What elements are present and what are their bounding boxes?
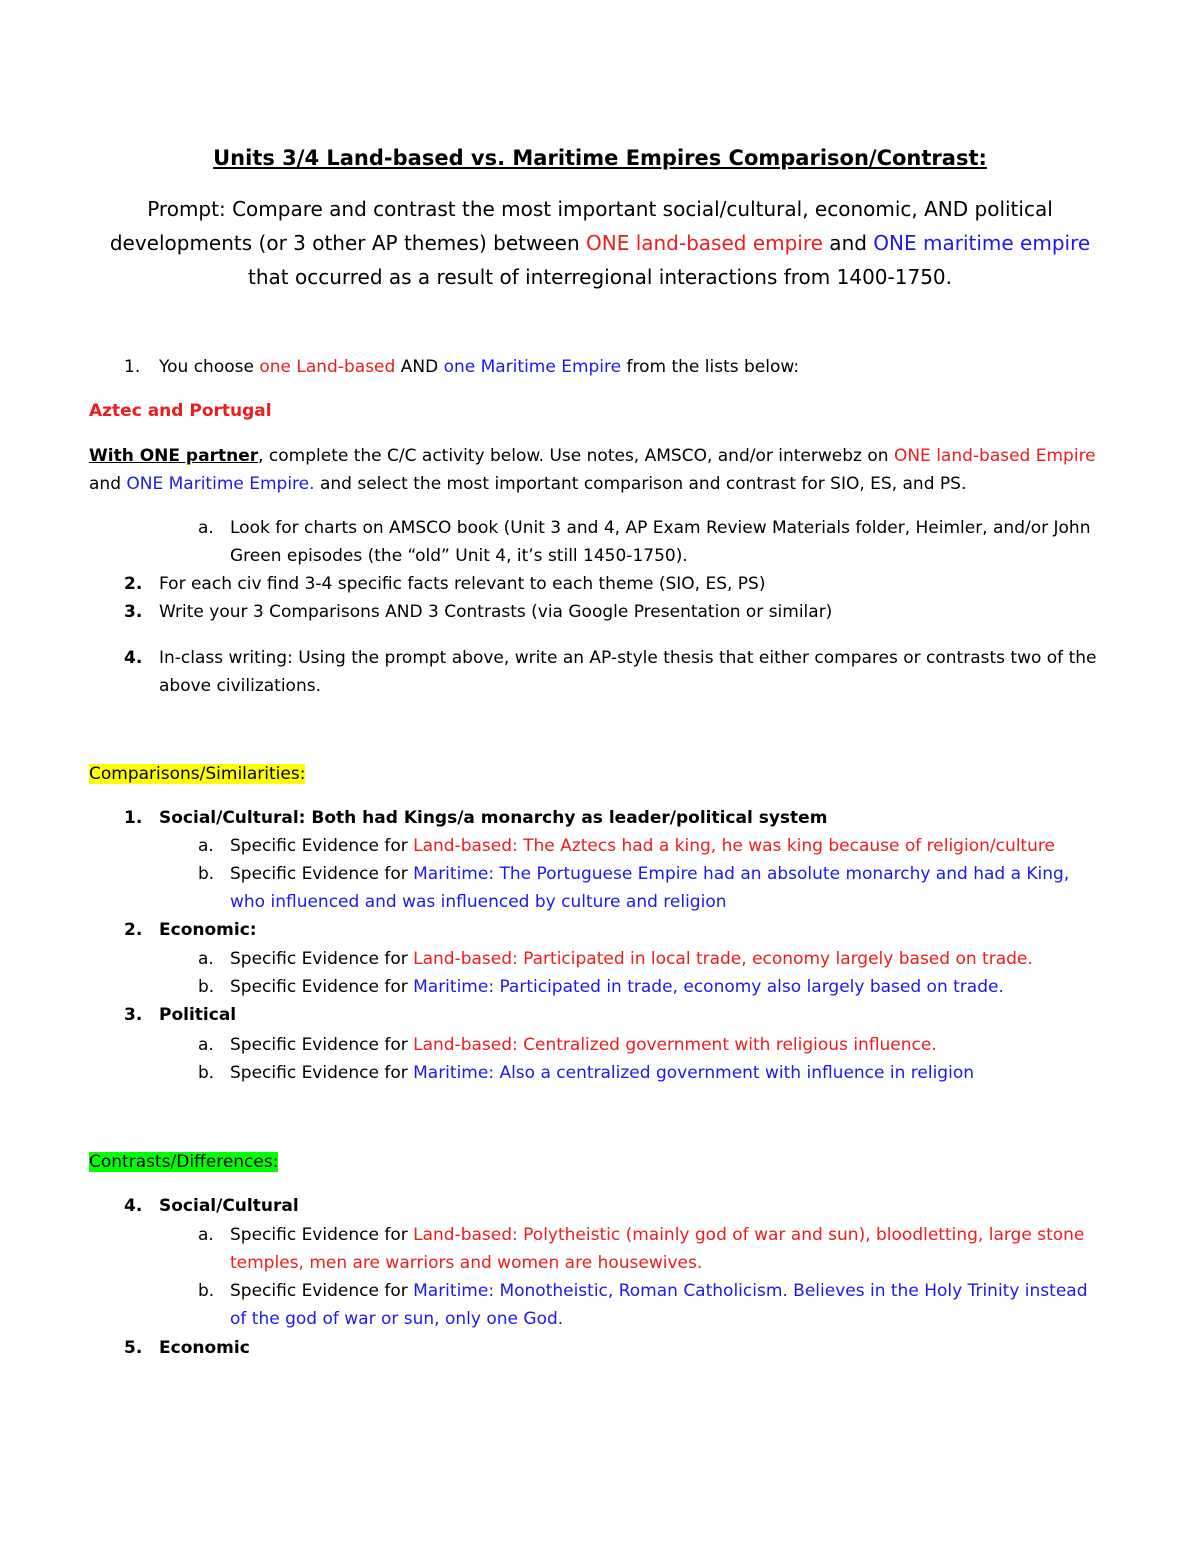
step-a-line-2: Green episodes (the “old” Unit 4, it’s still 1450-1750). xyxy=(230,546,688,566)
empire-choice: Aztec and Portugal xyxy=(89,401,272,421)
step-3-text: Write your 3 Comparisons AND 3 Contrasts (via Google Presentation or similar) xyxy=(159,602,833,622)
comparison-3b xyxy=(230,1063,974,1083)
partner-text: , complete the C/C activity below. Use notes, AMSCO, and/or interwebz on xyxy=(258,446,894,466)
list-number: 3. xyxy=(124,602,143,622)
list-number: 3. xyxy=(124,1005,143,1025)
evidence-prefix: Specific Evidence for xyxy=(230,1063,414,1083)
comparison-2-label: Economic: xyxy=(159,920,257,940)
prompt-line-2 xyxy=(60,231,1140,255)
list-number: 4. xyxy=(124,648,143,668)
evidence-prefix: Specific Evidence for xyxy=(230,949,414,969)
list-number: 1. xyxy=(124,808,143,828)
list-letter: a. xyxy=(198,836,214,856)
list-letter: a. xyxy=(198,949,214,969)
contrasts-heading-text: Contrasts/Differences: xyxy=(89,1152,279,1172)
partner-text: and select the most important comparison and contrast for SIO, ES, and PS. xyxy=(314,474,967,494)
evidence-prefix: Specific Evidence for xyxy=(230,836,414,856)
comparisons-heading-text: Comparisons/Similarities: xyxy=(89,764,306,784)
comparison-1a xyxy=(230,836,1055,856)
evidence-prefix: Specific Evidence for xyxy=(230,1035,414,1055)
comparison-3-label: Political xyxy=(159,1005,237,1025)
prompt-land-empire: ONE land-based empire xyxy=(586,231,823,255)
list-number: 2. xyxy=(124,920,143,940)
evidence-prefix: Specific Evidence for xyxy=(230,1225,414,1245)
comparison-1b xyxy=(230,864,1069,884)
step-4-line-2: above civilizations. xyxy=(159,676,321,696)
evidence-prefix: Specific Evidence for xyxy=(230,977,414,997)
contrast-4a xyxy=(230,1225,1084,1245)
list-letter: b. xyxy=(198,1281,215,1301)
list-letter: a. xyxy=(198,1225,214,1245)
step-land-based: one Land-based xyxy=(259,357,396,377)
partner-maritime-empire: ONE Maritime Empire. xyxy=(126,474,315,494)
partner-line-1 xyxy=(89,446,1096,466)
step-4-line-1: In-class writing: Using the prompt above, write an AP-style thesis that either compares or contrasts two of the xyxy=(159,648,1097,668)
evidence-land-based: Land-based: The Aztecs had a king, he was king because of religion/culture xyxy=(413,836,1055,856)
evidence-maritime: Maritime: Participated in trade, economy also largely based on trade. xyxy=(413,977,1004,997)
list-number: 5. xyxy=(124,1338,143,1358)
step-text: AND xyxy=(395,357,444,377)
list-letter: b. xyxy=(198,1063,215,1083)
prompt-maritime-empire: ONE maritime empire xyxy=(873,231,1091,255)
list-number: 4. xyxy=(124,1196,143,1216)
list-letter: a. xyxy=(198,1035,214,1055)
step-text: You choose xyxy=(159,357,260,377)
evidence-land-based: Land-based: Centralized government with religious influence. xyxy=(413,1035,937,1055)
step-a-line-1: Look for charts on AMSCO book (Unit 3 and 4, AP Exam Review Materials folder, Heimler, and/or John xyxy=(230,518,1091,538)
list-number: 2. xyxy=(124,574,143,594)
document-title: Units 3/4 Land-based vs. Maritime Empires Comparison/Contrast: xyxy=(213,146,987,170)
comparison-2a xyxy=(230,949,1033,969)
contrast-4b-line-2: of the god of war or sun, only one God. xyxy=(230,1309,564,1329)
contrast-4b xyxy=(230,1281,1087,1301)
list-letter: a. xyxy=(198,518,214,538)
evidence-prefix: Specific Evidence for xyxy=(230,864,414,884)
evidence-land-based: Land-based: Polytheistic (mainly god of war and sun), bloodletting, large stone xyxy=(413,1225,1085,1245)
prompt-line-3: that occurred as a result of interregional interactions from 1400-1750. xyxy=(248,265,952,289)
comparison-2b xyxy=(230,977,1004,997)
step-2-text: For each civ find 3-4 specific facts relevant to each theme (SIO, ES, PS) xyxy=(159,574,766,594)
partner-land-empire: ONE land-based Empire xyxy=(893,446,1096,466)
contrast-4a-line-2: temples, men are warriors and women are housewives. xyxy=(230,1253,703,1273)
comparison-1-label: Social/Cultural: Both had Kings/a monarchy as leader/political system xyxy=(159,808,828,828)
comparison-3a xyxy=(230,1035,937,1055)
evidence-land-based: Land-based: Participated in local trade, economy largely based on trade. xyxy=(413,949,1033,969)
prompt-line-1: Prompt: Compare and contrast the most important social/cultural, economic, AND political xyxy=(147,197,1053,221)
evidence-maritime: Maritime: Monotheistic, Roman Catholicism. Believes in the Holy Trinity instead xyxy=(413,1281,1088,1301)
contrasts-heading xyxy=(89,1152,278,1172)
contrast-5-label: Economic xyxy=(159,1338,250,1358)
comparisons-heading xyxy=(89,764,305,784)
list-letter: b. xyxy=(198,864,215,884)
partner-line-2 xyxy=(89,474,966,494)
partner-label: With ONE partner xyxy=(89,446,259,466)
step-maritime: one Maritime Empire xyxy=(443,357,622,377)
step-1-text xyxy=(159,357,799,377)
prompt-text: developments (or 3 other AP themes) between xyxy=(109,231,586,255)
partner-text: and xyxy=(89,474,127,494)
comparison-1b-line-2: who influenced and was influenced by culture and religion xyxy=(230,892,727,912)
evidence-maritime: Maritime: Also a centralized government with influence in religion xyxy=(413,1063,975,1083)
list-letter: b. xyxy=(198,977,215,997)
evidence-maritime: Maritime: The Portuguese Empire had an absolute monarchy and had a King, xyxy=(413,864,1070,884)
list-number: 1. xyxy=(124,357,141,377)
prompt-text: and xyxy=(822,231,874,255)
contrast-4-label: Social/Cultural xyxy=(159,1196,299,1216)
step-text: from the lists below: xyxy=(621,357,800,377)
evidence-prefix: Specific Evidence for xyxy=(230,1281,414,1301)
